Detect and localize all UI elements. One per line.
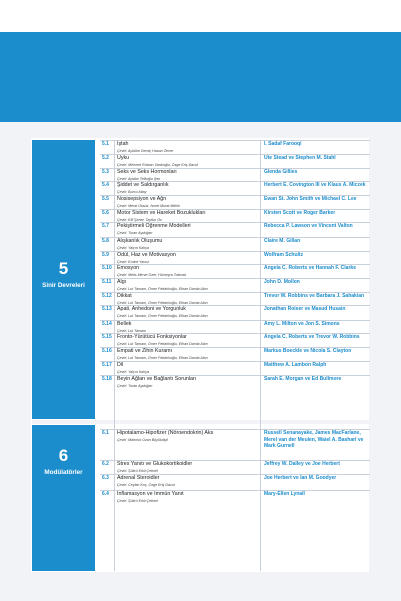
entry-author: Ewan St. John Smith ve Michael C. Lee [264,196,357,202]
row-divider [100,347,370,348]
entry-title: İştah [117,141,129,147]
entry-number: 6.3 [102,475,109,481]
entry-author: Mary-Ellen Lynall [264,491,305,497]
entry-number: 5.2 [102,155,109,161]
row-divider [100,154,370,155]
entry-title: Ödül, Haz ve Motivasyon [117,252,176,258]
row-divider [100,292,370,293]
header-banner [0,32,401,122]
entry-title: Uyku [117,155,130,161]
entry-translator: Çeviri: Meral Oksüz, İsmet Murat Melek [117,204,180,208]
entry-author: Wolfram Schultz [264,252,304,258]
entry-author: Ute Stead ve Stephen M. Stahl [264,155,336,161]
entry-title: Bellek [117,321,132,327]
entry-title: Apati, Anhedoni ve Yorgunluk [117,306,186,312]
entry-number: 5.17 [102,362,112,368]
row-divider [100,140,370,141]
entry-translator: Çeviri: Lut Tamam, Ömer Fettahlıoğlu, Ethan Damla Altın [117,342,208,346]
chapter-6-block [32,425,95,571]
entry-title: Şiddet ve Saldırganlık [117,182,169,188]
entry-translator: Çeviri: Ceylan Koç, Özge Eriş Davut [117,483,175,487]
row-divider [100,474,370,475]
entry-translator: Çeviri: Aybüke Demiç Hasan Önver [117,149,174,153]
entry-translator: Çeviri: Turan Aydoğan [117,231,153,235]
entry-translator: Çeviri: Lut Tamam [117,329,147,333]
row-divider [100,460,370,461]
chapter-title: Sinir Devreleri [42,282,85,289]
row-divider [100,222,370,223]
entry-author: Angela C. Roberts ve Hannah F. Clarke [264,265,356,271]
entry-title: Dil [117,362,124,368]
entry-author: Jeffrey W. Dalley ve Joe Herbert [264,461,340,467]
entry-number: 5.6 [102,210,109,216]
entry-translator: Çeviri: Lut Tamam, Ömer Fettahlıoğlu, Ethan Damla Altın [117,356,208,360]
entry-translator: Çeviri: Mahmut Ozan Büyükdiyil [117,438,168,442]
entry-title: Beyin Ağları ve Bağlantı Sorunları [117,376,197,382]
row-divider [100,429,370,430]
entry-title: Nosisepsiyon ve Ağrı [117,196,167,202]
entry-translator: Çeviri: Melis Merve Özer, Hümeyra Tokmak [117,273,187,277]
entry-author: Russell Senanayake, James MacFarlane, Merel van der Meulen, Waiel A. Bashari ve Mark Gurnell [264,430,364,449]
entry-number: 5.11 [102,279,112,285]
entry-author: Trevor W. Robbins ve Barbara J. Sahakian [264,293,365,299]
chapter-5-block [32,140,95,419]
entry-translator: Çeviri: Elif Şener, Tayfun Öz [117,218,162,222]
entry-translator: Çeviri: Lut Tamam, Ömer Fettahlıoğlu, Ethan Damla Altın [117,287,208,291]
row-divider [100,168,370,169]
entry-translator: Çeviri: Lut Tamam, Ömer Fettahlıoğlu, Ethan Damla Altın [117,314,208,318]
entry-author: Matthew A. Lambon Ralph [264,362,327,368]
entry-number: 5.1 [102,141,109,147]
entry-title: Adrenal Steroidler [117,475,160,481]
row-divider [100,361,370,362]
row-divider [100,264,370,265]
entry-author: Herbert E. Covington III ve Klaus A. Miczek [264,182,366,188]
entry-number: 5.10 [102,265,112,271]
row-divider [100,320,370,321]
entry-author: John D. Mollon [264,279,300,285]
entry-number: 6.1 [102,430,109,436]
entry-author: Rebecca P. Lawson ve Vincent Valton [264,223,353,229]
entry-author: Sarah E. Morgan ve Ed Bullmore [264,376,342,382]
entry-author: Jonathan Roiser ve Masud Husain [264,306,346,312]
entry-translator: Çeviri: Şükrü Erkil Çetinel [117,469,158,473]
row-divider [100,375,370,376]
row-divider [100,181,370,182]
entry-author: Kirsten Scott ve Roger Barker [264,210,336,216]
entry-translator: Çeviri: Emine Yavuz [117,260,150,264]
entry-number: 5.3 [102,169,109,175]
entry-number: 5.8 [102,238,109,244]
entry-number: 5.18 [102,376,112,382]
entry-translator: Çeviri: Yalçın Kahya [117,370,150,374]
entry-translator: Çeviri: Aybike Tellioğlu Şen [117,177,161,181]
entry-number: 5.13 [102,306,112,312]
entry-number: 5.14 [102,321,112,327]
entry-title: Empati ve Zihin Kuramı [117,348,173,354]
entry-author: Angela C. Roberts ve Trevor W. Robbins [264,334,360,340]
entry-number: 6.4 [102,491,109,497]
entry-number: 5.12 [102,293,112,299]
entry-author: Amy L. Milton ve Jon S. Simons [264,321,340,327]
chapter-title: Modülatörler [44,469,83,476]
entry-author: Claire M. Gillan [264,238,301,244]
row-divider [100,195,370,196]
row-divider [100,305,370,306]
entry-number: 6.2 [102,461,109,467]
entry-translator: Çeviri: Lut Tamam, Ömer Fettahlıoğlu, Ethan Damla Altın [117,301,208,305]
chapter-number: 6 [58,446,69,465]
row-divider [100,490,370,491]
entry-translator: Çeviri: Mehmet Rıdvan Vardıoğlu, Özge Eriş Davut [117,163,198,167]
entry-number: 5.16 [102,348,112,354]
column-divider [114,141,115,571]
entry-title: Emosyon [117,265,140,271]
table-of-contents [100,141,370,571]
row-divider [100,209,370,210]
entry-title: Hipotalamo-Hipofizer (Nöroendokrin) Aks [117,430,214,436]
entry-number: 5.9 [102,252,109,258]
entry-author: Markus Boeckle ve Nicola S. Clayton [264,348,352,354]
entry-author: I. Sadaf Farooqi [264,141,302,147]
entry-translator: Çeviri: Şükrü Erkil Çetinel [117,499,158,503]
entry-title: Dikkat [117,293,132,299]
entry-translator: Çeviri: Burcu Altay [117,190,147,194]
chapter-number: 5 [58,259,69,278]
entry-translator: Çeviri: Turan Aydoğan [117,384,153,388]
entry-title: Seks ve Seks Hormonları [117,169,177,175]
row-divider [100,333,370,334]
entry-title: Pekiştirmeli Öğrenme Modelleri [117,223,191,229]
column-divider [260,141,261,571]
entry-author: Joe Herbert ve Ian M. Goodyer [264,475,337,481]
entry-translator: Çeviri: Yalçın Kahya [117,246,150,250]
row-divider [100,278,370,279]
entry-title: İnflamasyon ve İmmün Yanıt [117,491,184,497]
entry-title: Motor Sistem ve Hareket Bozuklukları [117,210,206,216]
entry-number: 5.15 [102,334,112,340]
row-divider [100,237,370,238]
entry-number: 5.5 [102,196,109,202]
entry-title: Fronto-Yürütücü Fonksiyonlar [117,334,187,340]
entry-title: Alışkanlık Oluşumu [117,238,163,244]
entry-author: Glenda Gillies [264,169,298,175]
entry-title: Stres Yanıtı ve Glukokortikoidler [117,461,193,467]
entry-number: 5.4 [102,182,109,188]
entry-number: 5.7 [102,223,109,229]
entry-title: Algı [117,279,127,285]
row-divider [100,251,370,252]
